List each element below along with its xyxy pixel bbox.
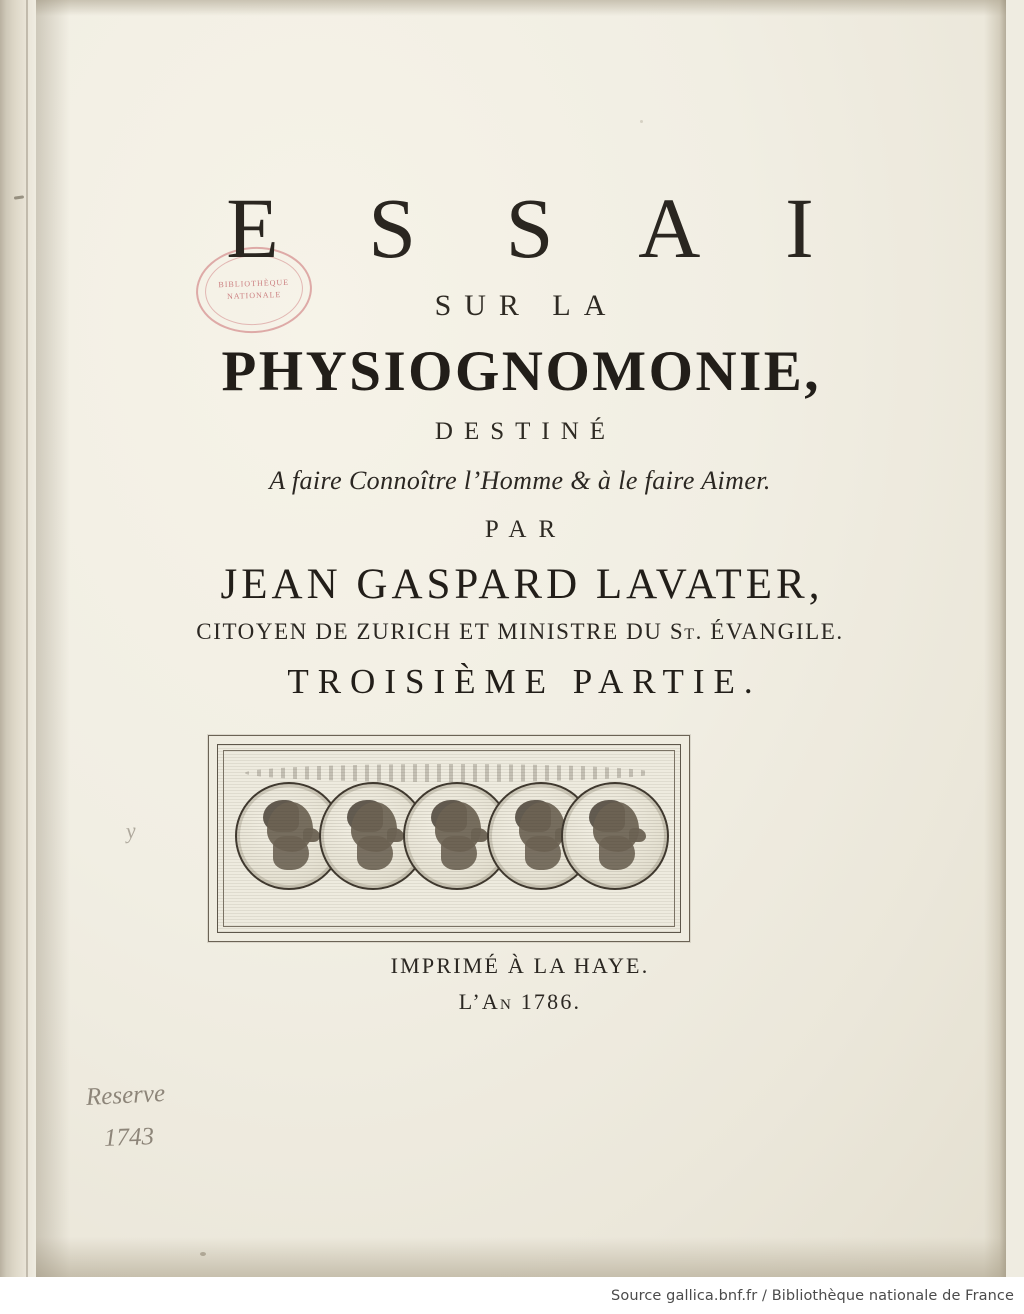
imprint-block (70, 950, 970, 1018)
title-par: PAR (484, 516, 568, 543)
title-sur-la: SUR LA (434, 289, 619, 322)
medallion-group (235, 760, 663, 917)
library-stamp-text: BIBLIOTHÈQUE NATIONALE (218, 277, 290, 301)
title-block (70, 0, 970, 702)
book-gutter (0, 0, 36, 1277)
gutter-ink-mark (14, 195, 24, 199)
part-designation: TROISIÈME PARTIE. (287, 662, 762, 701)
engraved-vignette (208, 735, 690, 942)
paper-right-shadow (984, 0, 1006, 1277)
title-destine: DESTINÉ (434, 418, 617, 445)
pencil-shelfmark-word: Reserve (85, 1079, 166, 1112)
paper-speck (200, 1252, 206, 1256)
source-credit-text: Source gallica.bnf.fr / Bibliothèque nationale de France (611, 1287, 1014, 1304)
pencil-margin-mark: y (124, 817, 137, 844)
source-credit-bar (0, 1277, 1024, 1314)
pencil-shelfmark-number: 1743 (103, 1123, 155, 1152)
page-title: E S S A I (226, 180, 848, 276)
author-qualification: CITOYEN DE ZURICH ET MINISTRE DU St. ÉVANGILE. (196, 619, 844, 644)
author-name: JEAN GASPARD LAVATER, (220, 561, 824, 608)
paper-bottom-shadow (18, 1237, 1006, 1277)
profile-medallion (561, 782, 669, 890)
gutter-shadow (36, 0, 70, 1277)
garland-ornament (245, 764, 653, 782)
title-subtitle: A faire Connoître l’Homme & à le faire Aimer. (269, 466, 771, 495)
paper-speck (640, 120, 643, 123)
gutter-crease-line (26, 0, 28, 1277)
imprint-place: IMPRIMÉ À LA HAYE. (390, 953, 650, 978)
title-physiognomonie: PHYSIOGNOMONIE, (221, 340, 822, 403)
imprint-year: L’An 1786. (458, 988, 582, 1014)
